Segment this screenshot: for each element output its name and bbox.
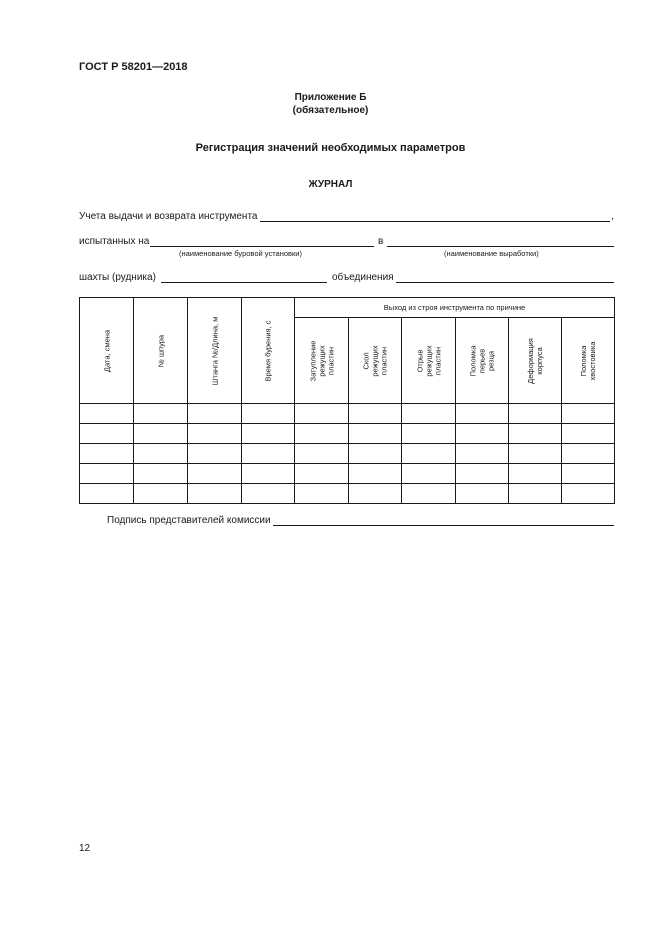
table-cell[interactable] [188,464,242,484]
table-cell[interactable] [509,424,562,444]
drilling-rig-hint: (наименование буровой установки) [179,249,302,258]
table-cell[interactable] [242,464,295,484]
table-cell[interactable] [456,484,509,504]
table-cell[interactable] [134,484,188,504]
table-cell[interactable] [188,424,242,444]
table-cell[interactable] [562,424,615,444]
table-cell[interactable] [188,404,242,424]
association-field[interactable] [396,282,614,283]
table-cell[interactable] [562,464,615,484]
table-cell[interactable] [295,444,349,464]
table-cell[interactable] [349,444,402,464]
table-cell[interactable] [402,424,456,444]
table-cell[interactable] [295,464,349,484]
column-header-rod-text: Штанга №/Длина, м [210,316,219,385]
column-header-drill-time-text: Время бурения, с [263,319,273,382]
table-cell[interactable] [80,404,134,424]
column-header-feather-break [456,318,509,404]
appendix-heading [0,91,661,117]
association-label: объединения [332,272,394,283]
column-header-shank-break [562,318,615,404]
mine-working-hint: (наименование выработки) [444,249,539,258]
table-cell[interactable] [509,484,562,504]
table-row [80,404,615,424]
table-cell[interactable] [134,404,188,424]
table-cell[interactable] [456,464,509,484]
table-cell[interactable] [349,484,402,504]
table-cell[interactable] [402,444,456,464]
table-cell[interactable] [456,404,509,424]
table-cell[interactable] [80,464,134,484]
column-header-dulling-text: Затупление режущих пластин [308,340,335,381]
table-row [80,444,615,464]
table-cell[interactable] [295,404,349,424]
column-header-feather-break-text: Поломка перьев резца [468,345,496,376]
table-cell[interactable] [562,484,615,504]
journal-table [79,297,615,504]
table-row [80,424,615,444]
table-cell[interactable] [134,464,188,484]
table-cell[interactable] [509,444,562,464]
table-cell[interactable] [80,424,134,444]
column-header-body-deformation-text: Деформация корпуса [526,337,544,384]
document-code: ГОСТ Р 58201—2018 [79,61,188,73]
column-header-date [80,298,134,404]
column-header-chipping [349,318,402,404]
issue-return-label: Учета выдачи и возврата инструмента [79,211,258,222]
table-cell[interactable] [295,424,349,444]
column-header-dulling [295,318,349,404]
table-cell[interactable] [402,484,456,504]
table-cell[interactable] [402,404,456,424]
table-cell[interactable] [562,404,615,424]
table-cell[interactable] [188,484,242,504]
mine-working-field[interactable] [387,246,614,247]
table-cell[interactable] [242,484,295,504]
table-cell[interactable] [562,444,615,464]
column-header-detachment [402,318,456,404]
column-header-rod [188,298,242,404]
mine-label: шахты (рудника) [79,272,156,283]
table-row [80,484,615,504]
signature-field[interactable] [273,525,614,526]
signature-label: Подпись представителей комиссии [107,515,271,526]
column-header-body-deformation [509,318,562,404]
table-cell[interactable] [349,424,402,444]
table-cell[interactable] [80,484,134,504]
table-cell[interactable] [509,464,562,484]
in-label: в [378,236,384,247]
column-header-detachment-text: Отрыв режущих пластин [415,344,442,377]
table-cell[interactable] [509,404,562,424]
table-cell[interactable] [295,484,349,504]
table-cell[interactable] [80,444,134,464]
table-cell[interactable] [349,464,402,484]
table-cell[interactable] [402,464,456,484]
table-header-row [80,298,615,318]
mine-field[interactable] [161,282,327,283]
page-number: 12 [79,843,91,854]
table-cell[interactable] [349,404,402,424]
table-cell[interactable] [242,404,295,424]
issue-return-field[interactable] [260,221,610,222]
appendix-title: Приложение Б [294,92,367,103]
column-header-chipping-text: Скол режущих пластин [361,344,389,377]
page-title: Регистрация значений необходимых параметров [195,142,466,154]
issue-return-comma: , [611,211,614,222]
table-cell[interactable] [242,424,295,444]
column-header-hole [134,298,188,404]
journal-label: ЖУРНАЛ [308,179,353,190]
column-header-shank-break-text: Поломка хвостовика [579,341,597,380]
tested-on-label: испытанных на [79,236,150,247]
table-cell[interactable] [134,444,188,464]
table-cell[interactable] [134,424,188,444]
group-header-failure: Выход из строя инструмента по причине [295,298,615,318]
table-row [80,464,615,484]
column-header-hole-text: № шпура [156,334,165,367]
column-header-date-text: Дата, смена [102,329,111,372]
drilling-rig-field[interactable] [150,246,374,247]
column-header-drill-time [242,298,295,404]
appendix-status: (обязательное) [292,105,369,116]
table-cell[interactable] [456,444,509,464]
table-cell[interactable] [242,444,295,464]
table-cell[interactable] [188,444,242,464]
table-cell[interactable] [456,424,509,444]
